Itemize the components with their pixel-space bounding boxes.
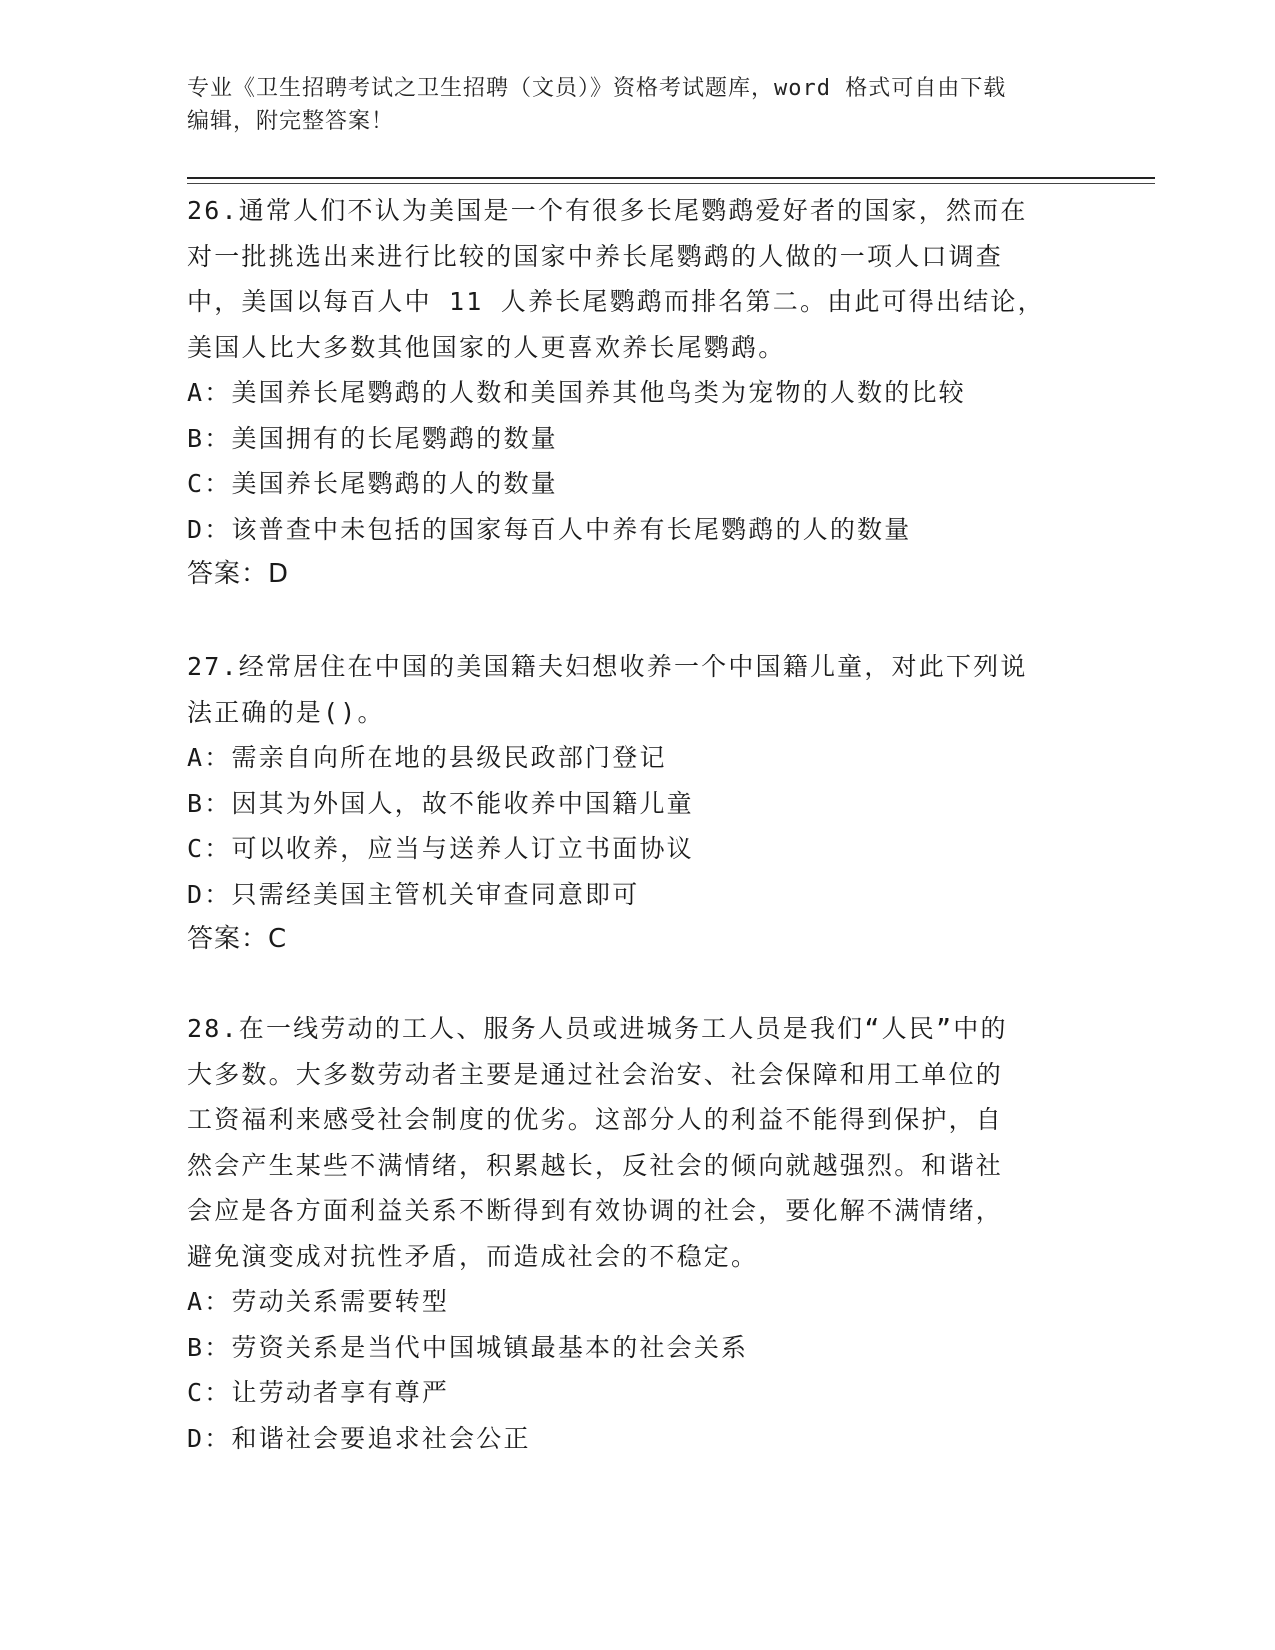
header-divider-thin bbox=[187, 183, 1155, 184]
question-stem-line: 中，美国以每百人中 11 人养长尾鹦鹉而排名第二。由此可得出结论， bbox=[187, 287, 1045, 316]
question-stem-line: 对一批挑选出来进行比较的国家中养长尾鹦鹉的人做的一项人口调查 bbox=[187, 241, 1004, 271]
question-stem-line: 工资福利来感受社会制度的优劣。这部分人的利益不能得到保护，自 bbox=[187, 1105, 1004, 1134]
header-line-2: 编辑，附完整答案！ bbox=[187, 109, 395, 134]
option-b: B：美国拥有的长尾鹦鹉的数量 bbox=[187, 423, 558, 453]
document-header bbox=[187, 72, 1067, 138]
question-stem-line: 26.通常人们不认为美国是一个有很多长尾鹦鹉爱好者的国家，然而在 bbox=[187, 196, 1028, 225]
question-28 bbox=[187, 1006, 1087, 1461]
option-c: C：让劳动者享有尊严 bbox=[187, 1378, 450, 1407]
option-c: C：美国养长尾鹦鹉的人的数量 bbox=[187, 469, 558, 498]
answer-line: 答案：C bbox=[187, 924, 288, 954]
option-a: A：需亲自向所在地的县级民政部门登记 bbox=[187, 743, 667, 772]
option-d: D：该普查中未包括的国家每百人中养有长尾鹦鹉的人的数量 bbox=[187, 514, 912, 544]
question-stem-line: 法正确的是()。 bbox=[187, 697, 385, 727]
option-d: D：和谐社会要追求社会公正 bbox=[187, 1423, 531, 1453]
question-stem-line: 27.经常居住在中国的美国籍夫妇想收养一个中国籍儿童，对此下列说 bbox=[187, 652, 1028, 681]
question-stem-line: 会应是各方面利益关系不断得到有效协调的社会，要化解不满情绪， bbox=[187, 1196, 1004, 1225]
header-line-1: 专业《卫生招聘考试之卫生招聘（文员）》资格考试题库，word 格式可自由下载 bbox=[187, 76, 1007, 101]
question-stem-line: 大多数。大多数劳动者主要是通过社会治安、社会保障和用工单位的 bbox=[187, 1059, 1004, 1089]
question-27 bbox=[187, 644, 1087, 963]
question-26 bbox=[187, 188, 1087, 598]
option-b: B：劳资关系是当代中国城镇最基本的社会关系 bbox=[187, 1332, 749, 1362]
option-a: A：美国养长尾鹦鹉的人数和美国养其他鸟类为宠物的人数的比较 bbox=[187, 378, 966, 407]
option-b: B：因其为外国人，故不能收养中国籍儿童 bbox=[187, 788, 694, 818]
question-stem-line: 然会产生某些不满情绪，积累越长，反社会的倾向就越强烈。和谐社 bbox=[187, 1150, 1004, 1180]
answer-line: 答案：D bbox=[187, 559, 290, 589]
option-d: D：只需经美国主管机关审查同意即可 bbox=[187, 879, 640, 909]
question-stem-line: 28.在一线劳动的工人、服务人员或进城务工人员是我们“人民”中的 bbox=[187, 1014, 1008, 1043]
question-stem-line: 避免演变成对抗性矛盾，而造成社会的不稳定。 bbox=[187, 1241, 759, 1271]
option-a: A：劳动关系需要转型 bbox=[187, 1287, 450, 1316]
header-divider-thick bbox=[187, 177, 1155, 179]
option-c: C：可以收养，应当与送养人订立书面协议 bbox=[187, 834, 694, 863]
question-stem-line: 美国人比大多数其他国家的人更喜欢养长尾鹦鹉。 bbox=[187, 332, 786, 362]
